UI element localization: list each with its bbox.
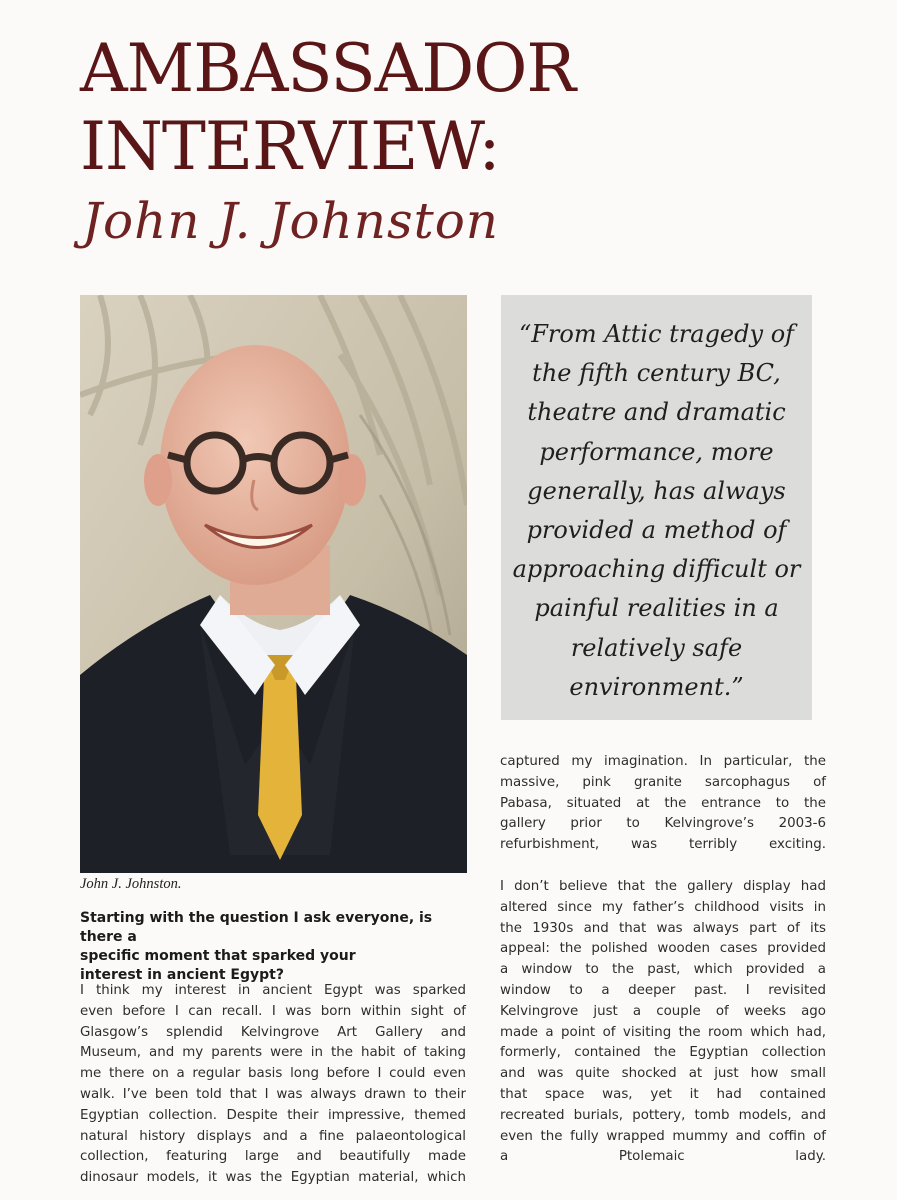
interviewee-name: John J. Johnston <box>82 192 500 250</box>
body-text-line: even before I can recall. I was born within sight of <box>80 1003 466 1019</box>
pull-quote-line: performance, more <box>539 437 774 466</box>
body-text-line: formerly, contained the Egyptian collection <box>500 1045 826 1061</box>
answer-paragraph-3 <box>500 877 826 1168</box>
pull-quote-line: painful realities in a <box>534 594 779 623</box>
answer-paragraph-2 <box>500 752 826 856</box>
pull-quote-line: the fifth century BC, <box>532 359 781 388</box>
body-text-line: I don’t believe that the gallery display had <box>500 879 826 894</box>
body-text-line: I think my interest in ancient Egypt was sparked <box>80 983 466 998</box>
pull-quote-line: theatre and dramatic <box>527 398 786 427</box>
body-text-line: and was quite shocked at just how small <box>500 1066 826 1082</box>
body-text-line: a Ptolemaic lady. <box>500 1149 826 1165</box>
pull-quote-line: provided a method of <box>526 516 787 545</box>
pull-quote-line: environment.” <box>569 672 744 701</box>
photo-caption: John J. Johnston. <box>80 876 182 892</box>
interview-question <box>80 909 470 985</box>
page-title-line-1: AMBASSADOR <box>80 30 576 107</box>
body-text-line: collection, featuring large and beautifully made <box>80 1149 466 1165</box>
pull-quote-line: “From Attic tragedy of <box>518 320 795 348</box>
body-text-line: dinosaur models, it was the Egyptian material, which <box>80 1170 466 1186</box>
body-text-line: refurbishment, was terribly exciting. <box>500 837 826 853</box>
pull-quote-line: generally, has always <box>527 476 786 505</box>
body-text-line: recreated burials, pottery, tomb models, and <box>500 1107 826 1123</box>
body-text-line: Glasgow’s splendid Kelvingrove Art Gallery and <box>80 1024 466 1040</box>
body-text-line: made a point of visiting the room which had, <box>500 1024 826 1040</box>
portrait-photo <box>80 295 467 873</box>
page-title-line-2: INTERVIEW: <box>80 108 500 185</box>
body-text-line: even the fully wrapped mummy and coffin of <box>500 1128 826 1144</box>
body-text-line: a window to the past, which provided a <box>500 962 826 978</box>
body-text-line: altered since my father’s childhood visits in <box>500 899 826 915</box>
pull-quote-line: approaching difficult or <box>512 555 801 584</box>
body-text-line: the 1930s and that was always part of its <box>500 920 826 936</box>
question-line: interest in ancient Egypt? <box>80 967 284 983</box>
body-text-line: captured my imagination. In particular, the <box>500 754 826 769</box>
pull-quote-text <box>501 315 812 707</box>
pull-quote-box <box>501 295 812 720</box>
question-line: Starting with the question I ask everyone, is there a <box>80 910 433 945</box>
answer-paragraph-1 <box>80 981 466 1189</box>
body-text-line: appeal: the polished wooden cases provided <box>500 941 826 957</box>
pull-quote-line: relatively safe <box>570 633 743 662</box>
body-text-line: Egyptian collection. Despite their impressive, themed <box>80 1107 466 1123</box>
body-text-line: Kelvingrove just a couple of weeks ago <box>500 1003 826 1019</box>
question-line: specific moment that sparked your <box>80 948 356 964</box>
body-text-line: natural history displays and a fine palaeontological <box>80 1128 466 1144</box>
body-text-line: Pabasa, situated at the entrance to the <box>500 795 826 811</box>
body-text-line: gallery prior to Kelvingrove’s 2003-6 <box>500 816 826 832</box>
body-text-line: walk. I’ve been told that I was always drawn to their <box>80 1086 466 1102</box>
body-text-line: me there on a regular basis long before I could even <box>80 1066 466 1082</box>
body-text-line: Museum, and my parents were in the habit of taking <box>80 1045 466 1061</box>
body-text-line: window to a deeper past. I revisited <box>500 982 826 998</box>
body-text-line: massive, pink granite sarcophagus of <box>500 774 826 790</box>
body-text-line: that space was, yet it had contained <box>500 1086 826 1102</box>
